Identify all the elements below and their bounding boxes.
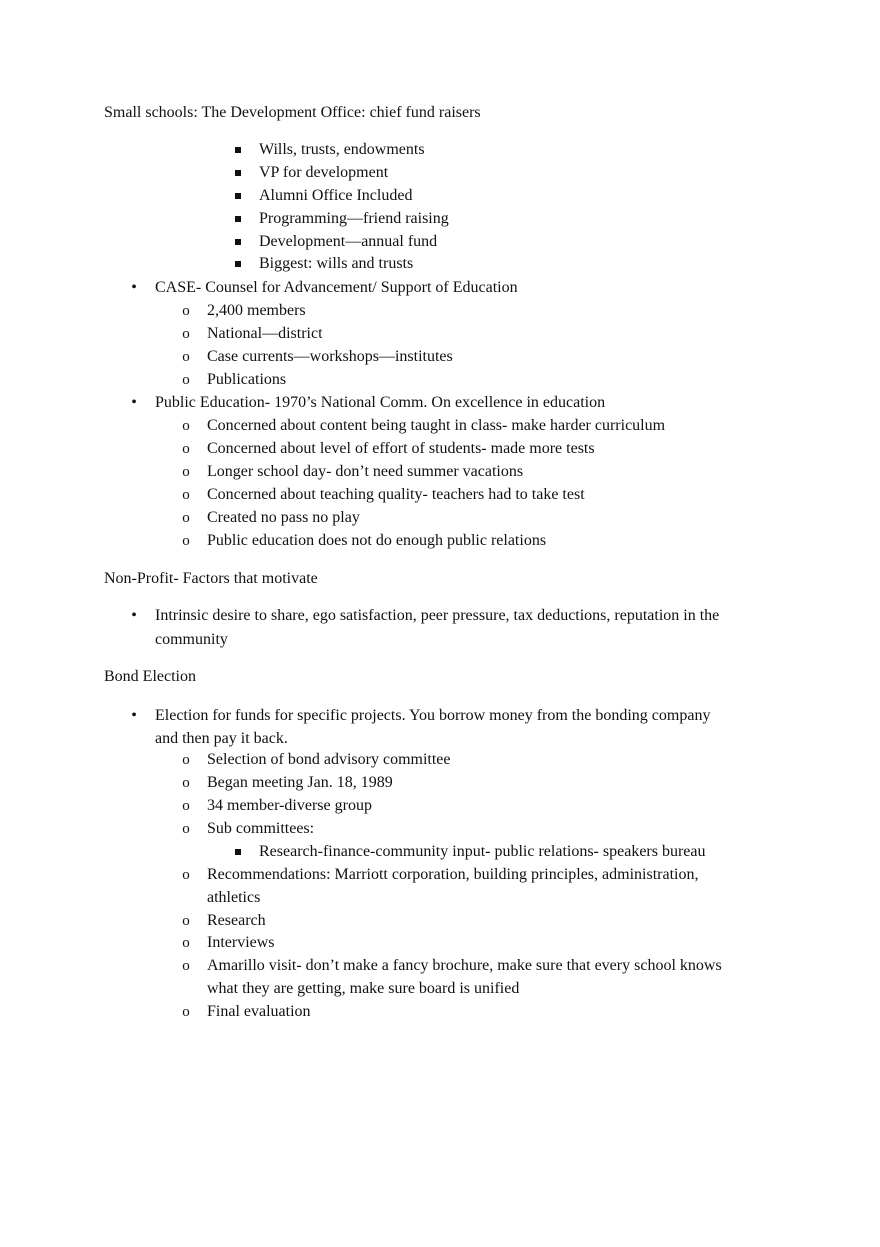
list-item: Programming—friend raising <box>259 210 449 227</box>
section-heading-bond-election: Bond Election <box>104 668 196 685</box>
circle-bullet-icon: o <box>182 510 190 526</box>
list-item: Concerned about teaching quality- teachers had to take test <box>207 486 585 503</box>
list-item: Public education does not do enough public relations <box>207 532 547 549</box>
list-item: Amarillo visit- don’t make a fancy brochure, make sure that every school knows <box>207 957 722 974</box>
circle-bullet-icon: o <box>182 867 190 883</box>
circle-bullet-icon: o <box>182 349 190 365</box>
bullet-icon: • <box>131 279 137 296</box>
section-heading-small-schools: Small schools: The Development Office: chief fund raisers <box>104 104 481 121</box>
list-item: Longer school day- don’t need summer vacations <box>207 463 524 480</box>
circle-bullet-icon: o <box>182 487 190 503</box>
list-item: Case currents—workshops—institutes <box>207 348 453 365</box>
circle-bullet-icon: o <box>182 372 190 388</box>
list-item: Sub committees: <box>207 820 315 837</box>
list-item: Concerned about content being taught in class- make harder curriculum <box>207 417 666 434</box>
list-item: Final evaluation <box>207 1003 311 1020</box>
square-bullet-icon <box>235 170 241 176</box>
list-item-continued: what they are getting, make sure board is unified <box>207 980 520 997</box>
square-bullet-icon <box>235 849 241 855</box>
list-item: Development—annual fund <box>259 233 438 250</box>
list-item: Wills, trusts, endowments <box>259 141 425 158</box>
list-item: Concerned about level of effort of students- made more tests <box>207 440 595 457</box>
circle-bullet-icon: o <box>182 418 190 434</box>
list-item: Alumni Office Included <box>259 187 413 204</box>
circle-bullet-icon: o <box>182 798 190 814</box>
circle-bullet-icon: o <box>182 533 190 549</box>
list-item: 34 member-diverse group <box>207 797 372 814</box>
circle-bullet-icon: o <box>182 326 190 342</box>
circle-bullet-icon: o <box>182 1004 190 1020</box>
list-item: Began meeting Jan. 18, 1989 <box>207 774 393 791</box>
bullet-item-motivators-continued: community <box>155 631 228 648</box>
circle-bullet-icon: o <box>182 464 190 480</box>
list-item: Recommendations: Marriott corporation, building principles, administration, <box>207 866 699 883</box>
bullet-item-motivators: Intrinsic desire to share, ego satisfaction, peer pressure, tax deductions, reputation in the <box>155 607 720 624</box>
bullet-item-election: Election for funds for specific projects. You borrow money from the bonding company <box>155 707 711 724</box>
square-bullet-icon <box>235 239 241 245</box>
list-item: Biggest: wills and trusts <box>259 255 414 272</box>
list-item: Selection of bond advisory committee <box>207 751 451 768</box>
bullet-icon: • <box>131 707 137 724</box>
circle-bullet-icon: o <box>182 303 190 319</box>
square-bullet-icon <box>235 147 241 153</box>
square-bullet-icon <box>235 261 241 267</box>
list-item: Created no pass no play <box>207 509 360 526</box>
section-heading-non-profit: Non-Profit- Factors that motivate <box>104 570 318 587</box>
list-item: Interviews <box>207 934 275 951</box>
square-bullet-icon <box>235 216 241 222</box>
bullet-icon: • <box>131 394 137 411</box>
list-item: 2,400 members <box>207 302 306 319</box>
circle-bullet-icon: o <box>182 441 190 457</box>
bullet-item-election-continued: and then pay it back. <box>155 730 288 747</box>
list-item: VP for development <box>259 164 389 181</box>
list-item: National—district <box>207 325 323 342</box>
list-item-continued: athletics <box>207 889 261 906</box>
list-item: Research <box>207 912 266 929</box>
circle-bullet-icon: o <box>182 913 190 929</box>
circle-bullet-icon: o <box>182 958 190 974</box>
circle-bullet-icon: o <box>182 775 190 791</box>
list-item: Research-finance-community input- public relations- speakers bureau <box>259 843 706 860</box>
square-bullet-icon <box>235 193 241 199</box>
circle-bullet-icon: o <box>182 935 190 951</box>
circle-bullet-icon: o <box>182 752 190 768</box>
bullet-item-case: CASE- Counsel for Advancement/ Support of Education <box>155 279 518 296</box>
bullet-item-public-education: Public Education- 1970’s National Comm. On excellence in education <box>155 394 606 411</box>
circle-bullet-icon: o <box>182 821 190 837</box>
list-item: Publications <box>207 371 287 388</box>
bullet-icon: • <box>131 607 137 624</box>
